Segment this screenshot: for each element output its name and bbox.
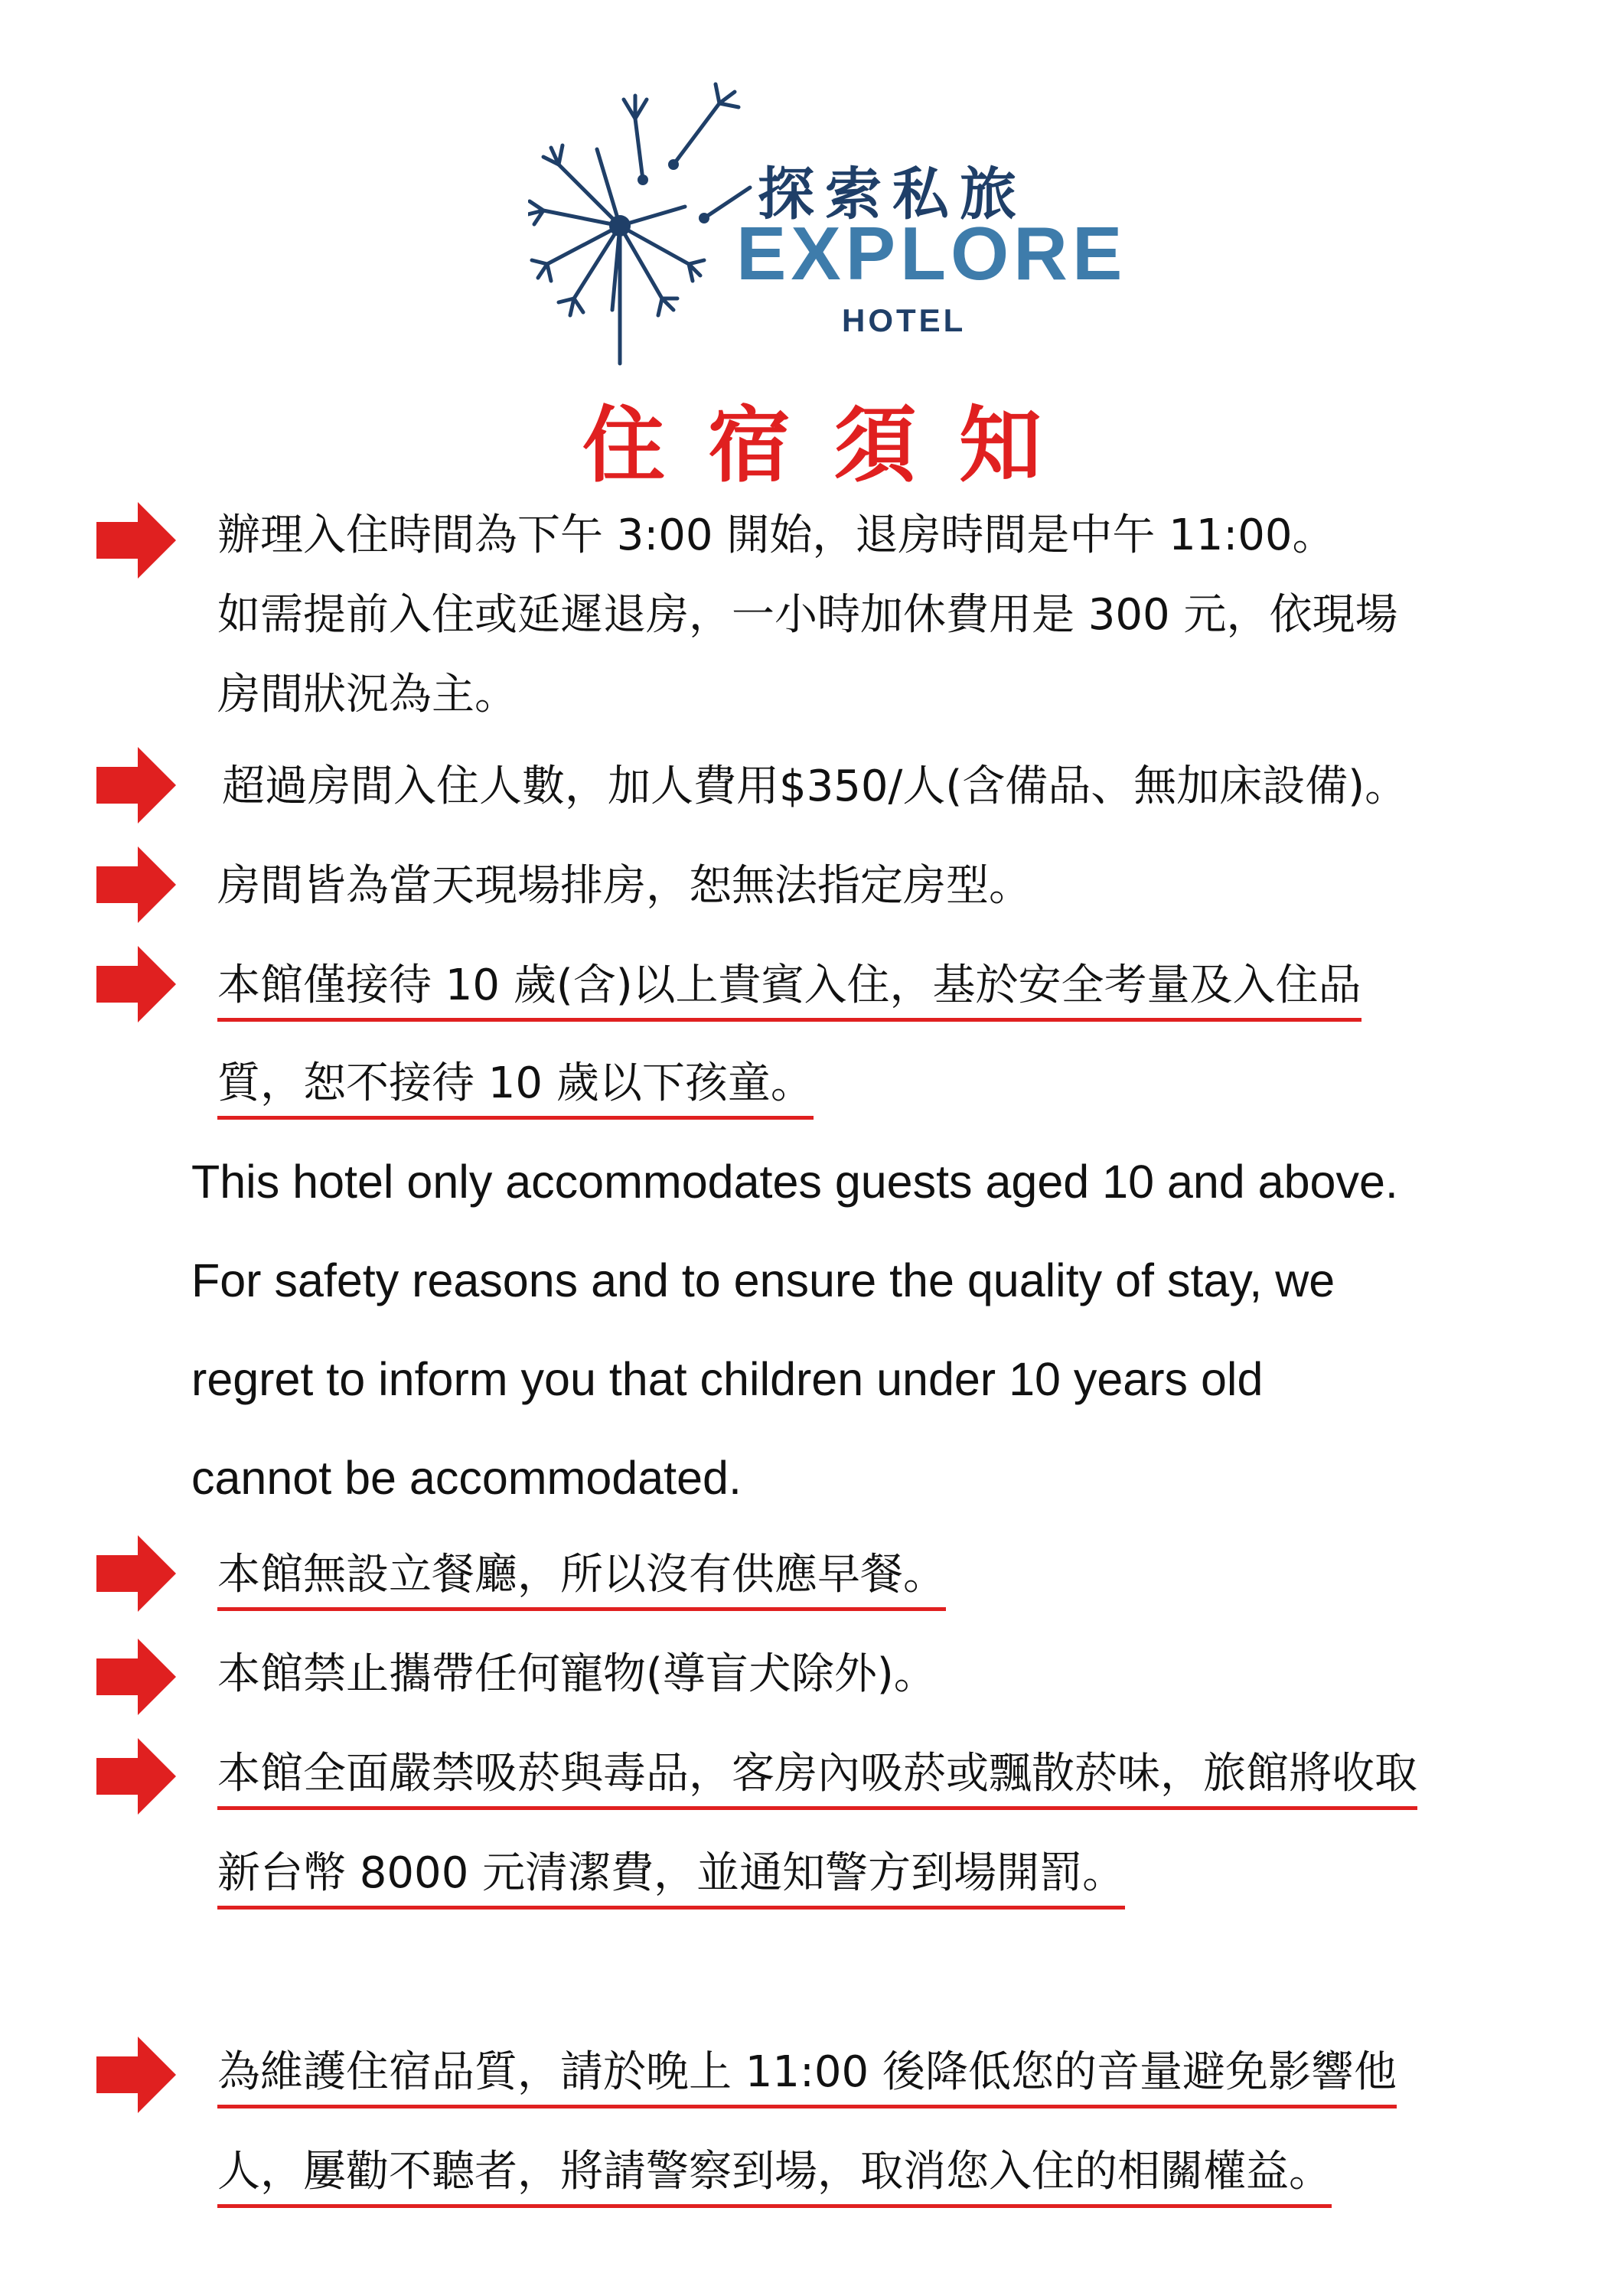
red-arrow-icon <box>93 843 179 926</box>
notice-checkin-line: 辦理入住時間為下午 3:00 開始，退房時間是中午 11:00。 <box>217 510 1335 560</box>
notice-quiet-hours-line <box>217 2146 1332 2197</box>
notice-age-limit-english: This hotel only accommodates guests aged 10 and above. <box>191 1156 1398 1208</box>
notice-no-smoking-line <box>217 1748 1417 1799</box>
dandelion-icon <box>528 73 758 371</box>
red-arrow-icon <box>93 744 179 827</box>
red-arrow-icon <box>93 943 179 1026</box>
underlined-text: 本館無設立餐廳，所以沒有供應早餐。 <box>217 1550 946 1611</box>
notice-no-smoking-line <box>217 1848 1125 1899</box>
underlined-text: 為維護住宿品質，請於晚上 11:00 後降低您的音量避免影響他 <box>217 2047 1397 2108</box>
logo-english-name: EXPLORE <box>736 211 1127 295</box>
red-arrow-icon <box>93 1735 179 1818</box>
page-title: 住宿須知 <box>582 398 1084 494</box>
red-arrow-icon <box>93 1636 179 1718</box>
notice-no-restaurant-line <box>217 1549 946 1600</box>
notice-quiet-hours-line <box>217 2047 1397 2098</box>
notice-age-limit-english: For safety reasons and to ensure the quality of stay, we <box>191 1254 1335 1306</box>
underlined-text: 人，屢勸不聽者，將請警察到場，取消您入住的相關權益。 <box>217 2147 1332 2208</box>
red-arrow-icon <box>93 1532 179 1615</box>
notice-extra-person-line: 超過房間入住人數，加人費用$350/人(含備品、無加床設備)。 <box>222 762 1408 811</box>
notice-checkin-line: 如需提前入住或延遲退房，一小時加休費用是 300 元，依現場 <box>217 590 1398 640</box>
notice-age-limit-line <box>217 1058 814 1109</box>
notice-no-pets-line: 本館禁止攜帶任何寵物(導盲犬除外)。 <box>217 1649 937 1699</box>
underlined-text: 質，恕不接待 10 歲以下孩童。 <box>217 1058 814 1120</box>
red-arrow-icon <box>93 499 179 582</box>
notice-room-assignment-line: 房間皆為當天現場排房，恕無法指定房型。 <box>217 861 1032 911</box>
underlined-text: 本館僅接待 10 歲(含)以上貴賓入住，基於安全考量及入住品 <box>217 960 1361 1022</box>
underlined-text: 新台幣 8000 元清潔費，並通知警方到場開罰。 <box>217 1848 1125 1910</box>
notice-age-limit-english: cannot be accommodated. <box>191 1452 742 1504</box>
red-arrow-icon <box>93 2033 179 2116</box>
notice-age-limit-line <box>217 960 1361 1011</box>
hotel-logo <box>528 73 1127 371</box>
logo-chinese-name: 探索私旅 <box>758 161 1027 227</box>
logo-subtitle: HOTEL <box>842 302 967 338</box>
notice-checkin-line: 房間狀況為主。 <box>217 670 517 719</box>
underlined-text: 本館全面嚴禁吸菸與毒品，客房內吸菸或飄散菸味，旅館將收取 <box>217 1749 1417 1810</box>
notice-age-limit-english: regret to inform you that children under 10 years old <box>191 1353 1264 1405</box>
